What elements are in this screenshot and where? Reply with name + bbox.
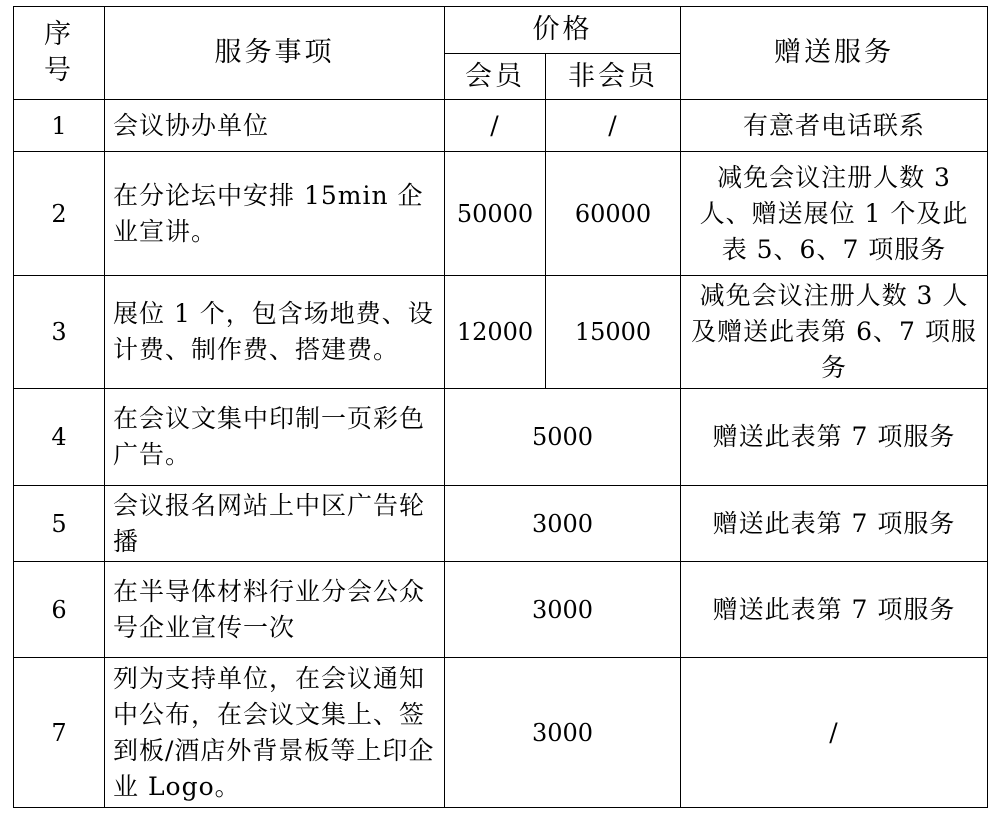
- row-seq: 6: [14, 562, 105, 658]
- header-gift: 赠送服务: [681, 7, 988, 100]
- table-row: [14, 100, 988, 152]
- row-seq: 5: [14, 486, 105, 562]
- row-price: 3000: [445, 562, 681, 658]
- row-item: 展位 1 个，包含场地费、设计费、制作费、搭建费。: [105, 276, 445, 389]
- sponsorship-table: [13, 6, 988, 808]
- row-item: 在会议文集中印制一页彩色广告。: [105, 389, 445, 486]
- header-seq-label: 序号: [43, 19, 74, 86]
- row-price: 3000: [445, 658, 681, 808]
- header-row-1: [14, 7, 988, 54]
- header-member: 会员: [445, 54, 546, 100]
- row-seq: 2: [14, 152, 105, 276]
- table-row: [14, 486, 988, 562]
- row-member-price: 12000: [445, 276, 546, 389]
- row-non-member-price: 15000: [546, 276, 681, 389]
- header-price: 价格: [445, 7, 681, 54]
- row-gift: 赠送此表第 7 项服务: [681, 486, 988, 562]
- row-seq: 1: [14, 100, 105, 152]
- row-gift: 赠送此表第 7 项服务: [681, 562, 988, 658]
- table-row: [14, 658, 988, 808]
- table-row: [14, 389, 988, 486]
- row-gift: 减免会议注册人数 3 人、赠送展位 1 个及此表 5、6、7 项服务: [681, 152, 988, 276]
- header-item: 服务事项: [105, 7, 445, 100]
- header-non-member: 非会员: [546, 54, 681, 100]
- row-seq: 7: [14, 658, 105, 808]
- row-item: 在半导体材料行业分会公众号企业宣传一次: [105, 562, 445, 658]
- row-item: 列为支持单位，在会议通知中公布，在会议文集上、签到板/酒店外背景板等上印企业 Logo。: [105, 658, 445, 808]
- header-seq: [14, 7, 105, 100]
- row-member-price: 50000: [445, 152, 546, 276]
- row-seq: 4: [14, 389, 105, 486]
- row-member-price: /: [445, 100, 546, 152]
- row-non-member-price: 60000: [546, 152, 681, 276]
- row-item: 在分论坛中安排 15min 企业宣讲。: [105, 152, 445, 276]
- row-item: 会议报名网站上中区广告轮播: [105, 486, 445, 562]
- row-gift: 减免会议注册人数 3 人及赠送此表第 6、7 项服务: [681, 276, 988, 389]
- row-price: 5000: [445, 389, 681, 486]
- table-row: [14, 152, 988, 276]
- row-gift: /: [681, 658, 988, 808]
- row-item: 会议协办单位: [105, 100, 445, 152]
- row-non-member-price: /: [546, 100, 681, 152]
- row-gift: 赠送此表第 7 项服务: [681, 389, 988, 486]
- row-price: 3000: [445, 486, 681, 562]
- row-gift: 有意者电话联系: [681, 100, 988, 152]
- table-row: [14, 562, 988, 658]
- table-row: [14, 276, 988, 389]
- row-seq: 3: [14, 276, 105, 389]
